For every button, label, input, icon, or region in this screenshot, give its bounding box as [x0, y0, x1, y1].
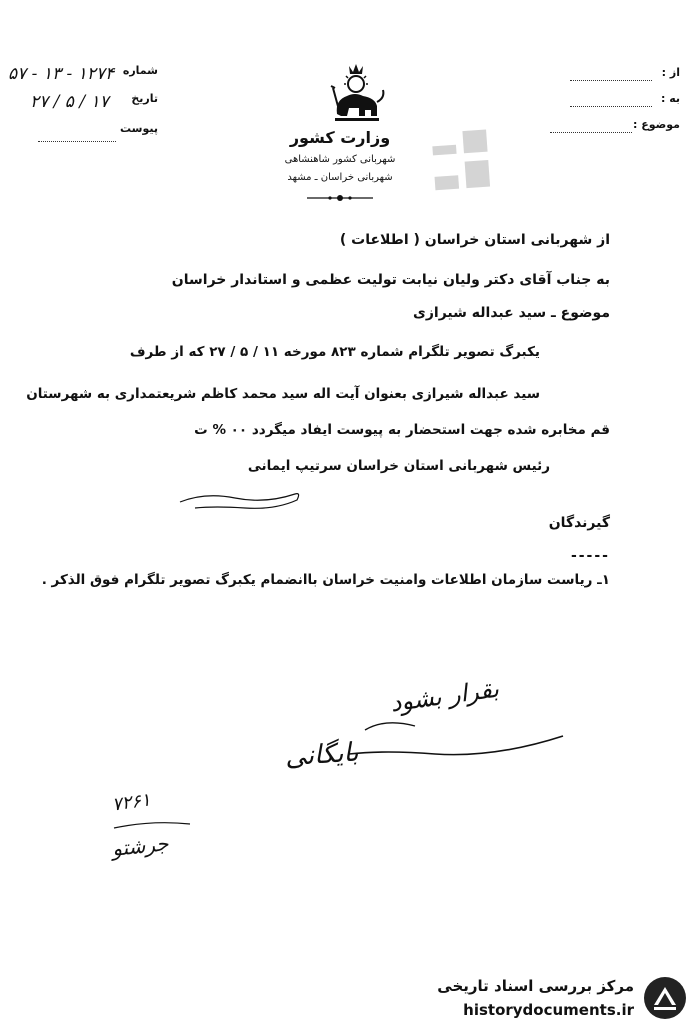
archive-logo-icon [642, 975, 688, 1021]
lion-and-sun-emblem-icon [325, 62, 387, 126]
address-to-label: به : [660, 92, 680, 105]
recipients-heading: گیرندگان [548, 515, 610, 531]
reference-date-row [8, 92, 158, 116]
footer-website: historydocuments.ir [463, 1001, 634, 1019]
reference-attachment-label: پیوست [120, 122, 158, 135]
signatory-signature-icon [175, 484, 305, 514]
address-to-row [570, 92, 680, 112]
reference-number-value: ۵۷ - ۱۳ - ۱۲۷۴ [8, 64, 115, 84]
body-line-2: سید عبداله شیرازی بعنوان آیت اله سید محمد کاظم شریعتمداری به شهرستان [26, 386, 540, 402]
address-from-row [570, 66, 680, 86]
letter-subject: موضوع ـ سید عبداله شیرازی [413, 305, 610, 321]
body-line-1: یکبرگ تصویر تلگرام شماره ۸۲۳ مورخه ۱۱ / ۵ / ۲۷ که از طرف [129, 344, 540, 360]
handwritten-margin-number: ۷۲۶۱ [110, 789, 152, 816]
ministry-title: وزارت کشور [289, 128, 391, 147]
address-to-line [570, 106, 652, 107]
reference-date-value: ۲۷ / ۵ / ۱۷ [30, 92, 109, 112]
footer-org-name: مرکز بررسی اسناد تاریخی [437, 977, 634, 995]
letter-from: از شهربانی استان خراسان ( اطلاعات ) [339, 232, 610, 248]
body-line-3: قم مخابره شده جهت استحضار به پیوست ایفاد میگردد ۰۰ % ت [194, 422, 610, 438]
reference-date-label: تاریخ [131, 92, 158, 105]
letterhead-line1: شهربانی کشور شاهنشاهی [284, 154, 396, 165]
address-from-label: از : [661, 66, 680, 79]
faded-stamp-mark: ▂▅ ▃▆ [430, 116, 498, 191]
handwritten-stroke-icon [345, 720, 570, 770]
reference-number-label: شماره [122, 64, 158, 77]
signatory-line: رئیس شهربانی استان خراسان سرتیپ ایمانی [247, 458, 550, 474]
address-subject-label: موضوع : [633, 118, 680, 131]
reference-attachment-row [8, 122, 158, 146]
handwritten-note-lower: بایگانی [284, 737, 360, 773]
letter-to: به جناب آقای دکتر ولیان نیابت تولیت عظمی و استاندار خراسان [171, 272, 610, 288]
letterhead-ornament-icon [305, 192, 375, 204]
letterhead-line2: شهربانی خراسان ـ مشهد [287, 172, 393, 183]
recipients-underline: ----- [570, 548, 610, 564]
handwritten-note-upper: بقرار بشود [388, 674, 501, 718]
reference-number-row [8, 64, 158, 88]
handwritten-margin-signature: جرشتو [110, 831, 170, 861]
recipient-item-1: ۱ـ ریاست سازمان اطلاعات وامنیت خراسان باانضمام یکبرگ تصویر تلگرام فوق الذکر . [41, 572, 610, 588]
margin-underline-icon [112, 818, 192, 832]
address-from-line [570, 80, 652, 81]
attachment-dotted-line [38, 141, 116, 142]
